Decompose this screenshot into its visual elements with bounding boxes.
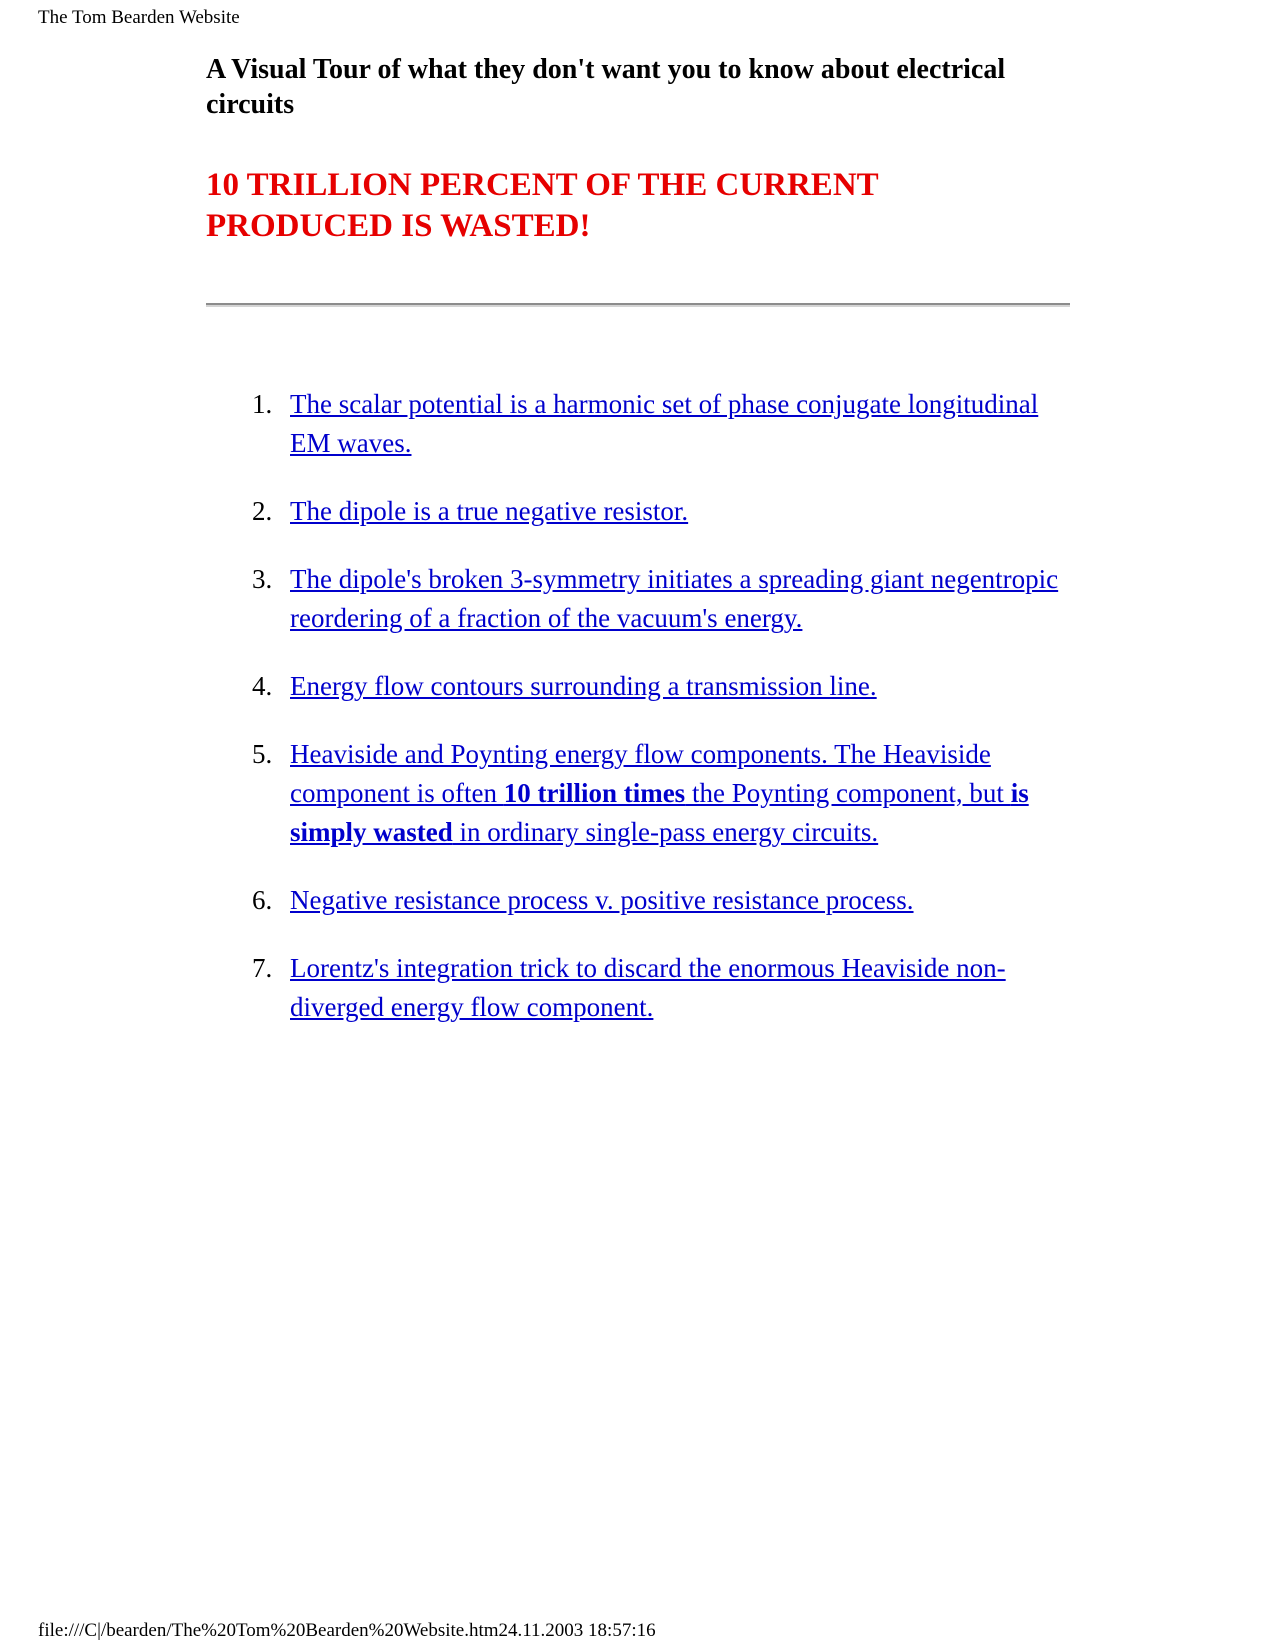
topic-link-energy-flow-contours[interactable]: Energy flow contours surrounding a transmission line.: [290, 671, 877, 701]
list-item-number: 6.: [252, 885, 273, 915]
list-item-number: 2.: [252, 496, 273, 526]
list-item-number: 4.: [252, 671, 273, 701]
list-item-number: 3.: [252, 564, 273, 594]
topic-link-scalar-potential[interactable]: The scalar potential is a harmonic set of phase conjugate longitudinal EM waves.: [290, 389, 1039, 458]
article-content: [206, 52, 1070, 1056]
topic-link-heaviside-poynting[interactable]: [290, 739, 1029, 847]
link-emphasis: 10 trillion times: [503, 778, 686, 808]
link-text: the Poynting component, but: [685, 778, 1011, 808]
list-item-number: 5.: [252, 739, 273, 769]
link-emphasis: is simply wasted: [290, 778, 1029, 847]
link-text: Heaviside and Poynting energy flow components. The Heaviside component is often: [290, 739, 991, 808]
list-item: [206, 492, 1070, 531]
topic-link-dipole-negative-resistor[interactable]: The dipole is a true negative resistor.: [290, 496, 689, 526]
list-item-number: 1.: [252, 389, 273, 419]
page-header: The Tom Bearden Website: [38, 7, 240, 28]
link-text: in ordinary single-pass energy circuits.: [452, 817, 879, 847]
list-item: [206, 560, 1070, 638]
list-item: [206, 881, 1070, 920]
list-item-number: 7.: [252, 953, 273, 983]
horizontal-rule: [206, 303, 1070, 307]
list-item: [206, 949, 1070, 1027]
page-footer: file:///C|/bearden/The%20Tom%20Bearden%20Website.htm24.11.2003 18:57:16: [38, 1620, 656, 1641]
list-item: [206, 667, 1070, 706]
alert-heading: 10 TRILLION PERCENT OF THE CURRENT PRODUCED IS WASTED!: [206, 167, 879, 244]
topic-link-lorentz-integration[interactable]: Lorentz's integration trick to discard the enormous Heaviside non-diverged energy flow component.: [290, 953, 1006, 1022]
topic-list: [206, 385, 1070, 1027]
list-item: [206, 735, 1070, 852]
list-item: [206, 385, 1070, 463]
page-title: A Visual Tour of what they don't want you to know about electrical circuits: [206, 54, 1006, 120]
topic-link-broken-symmetry[interactable]: The dipole's broken 3-symmetry initiates a spreading giant negentropic reordering of a fraction of the vacuum's energy.: [290, 564, 1059, 633]
topic-link-negative-resistance-process[interactable]: Negative resistance process v. positive resistance process.: [290, 885, 914, 915]
